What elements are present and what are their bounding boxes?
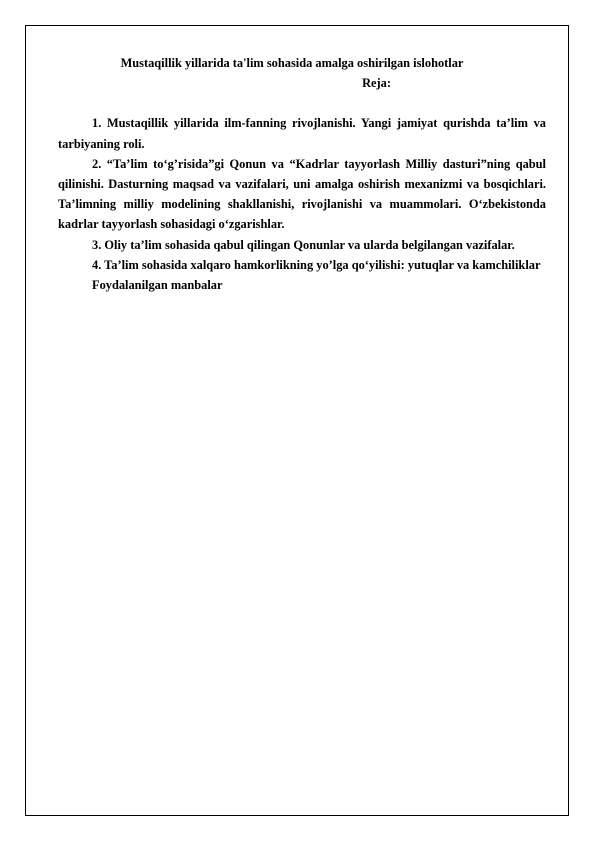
plan-item-1: 1. Mustaqillik yillarida ilm-fanning rivojlanishi. Yangi jamiyat qurishda ta’lim va tarbiyaning roli. [58,116,546,151]
plan-heading: Reja: [362,76,391,91]
document-title: Mustaqillik yillarida ta'lim sohasida amalga oshirilgan islohotlar [120,56,464,70]
document-body [58,53,546,295]
plan-item-2: 2. “Ta’lim to‘g’risida”gi Qonun va “Kadrlar tayyorlash Milliy dasturi”ning qabul qilinishi. Dasturning maqsad va vazifalari, uni amalga oshirish mexanizmi va bosqichlari. Ta’limning milliy modelining shakllanishi, rivojlanishi va muammolari. O‘zbekistonda kadrlar tayyorlash sohasidagi o‘zgarishlar. [58,156,546,232]
sources-heading: Foydalanilgan manbalar [92,278,223,293]
plan-item-3: 3. Oliy ta’lim sohasida qabul qilingan Qonunlar va ularda belgilangan vazifalar. [92,237,515,252]
plan-item-4: 4. Ta’lim sohasida xalqaro hamkorlikning yo’lga qo‘yilishi: yutuqlar va kamchiliklar [92,257,541,272]
